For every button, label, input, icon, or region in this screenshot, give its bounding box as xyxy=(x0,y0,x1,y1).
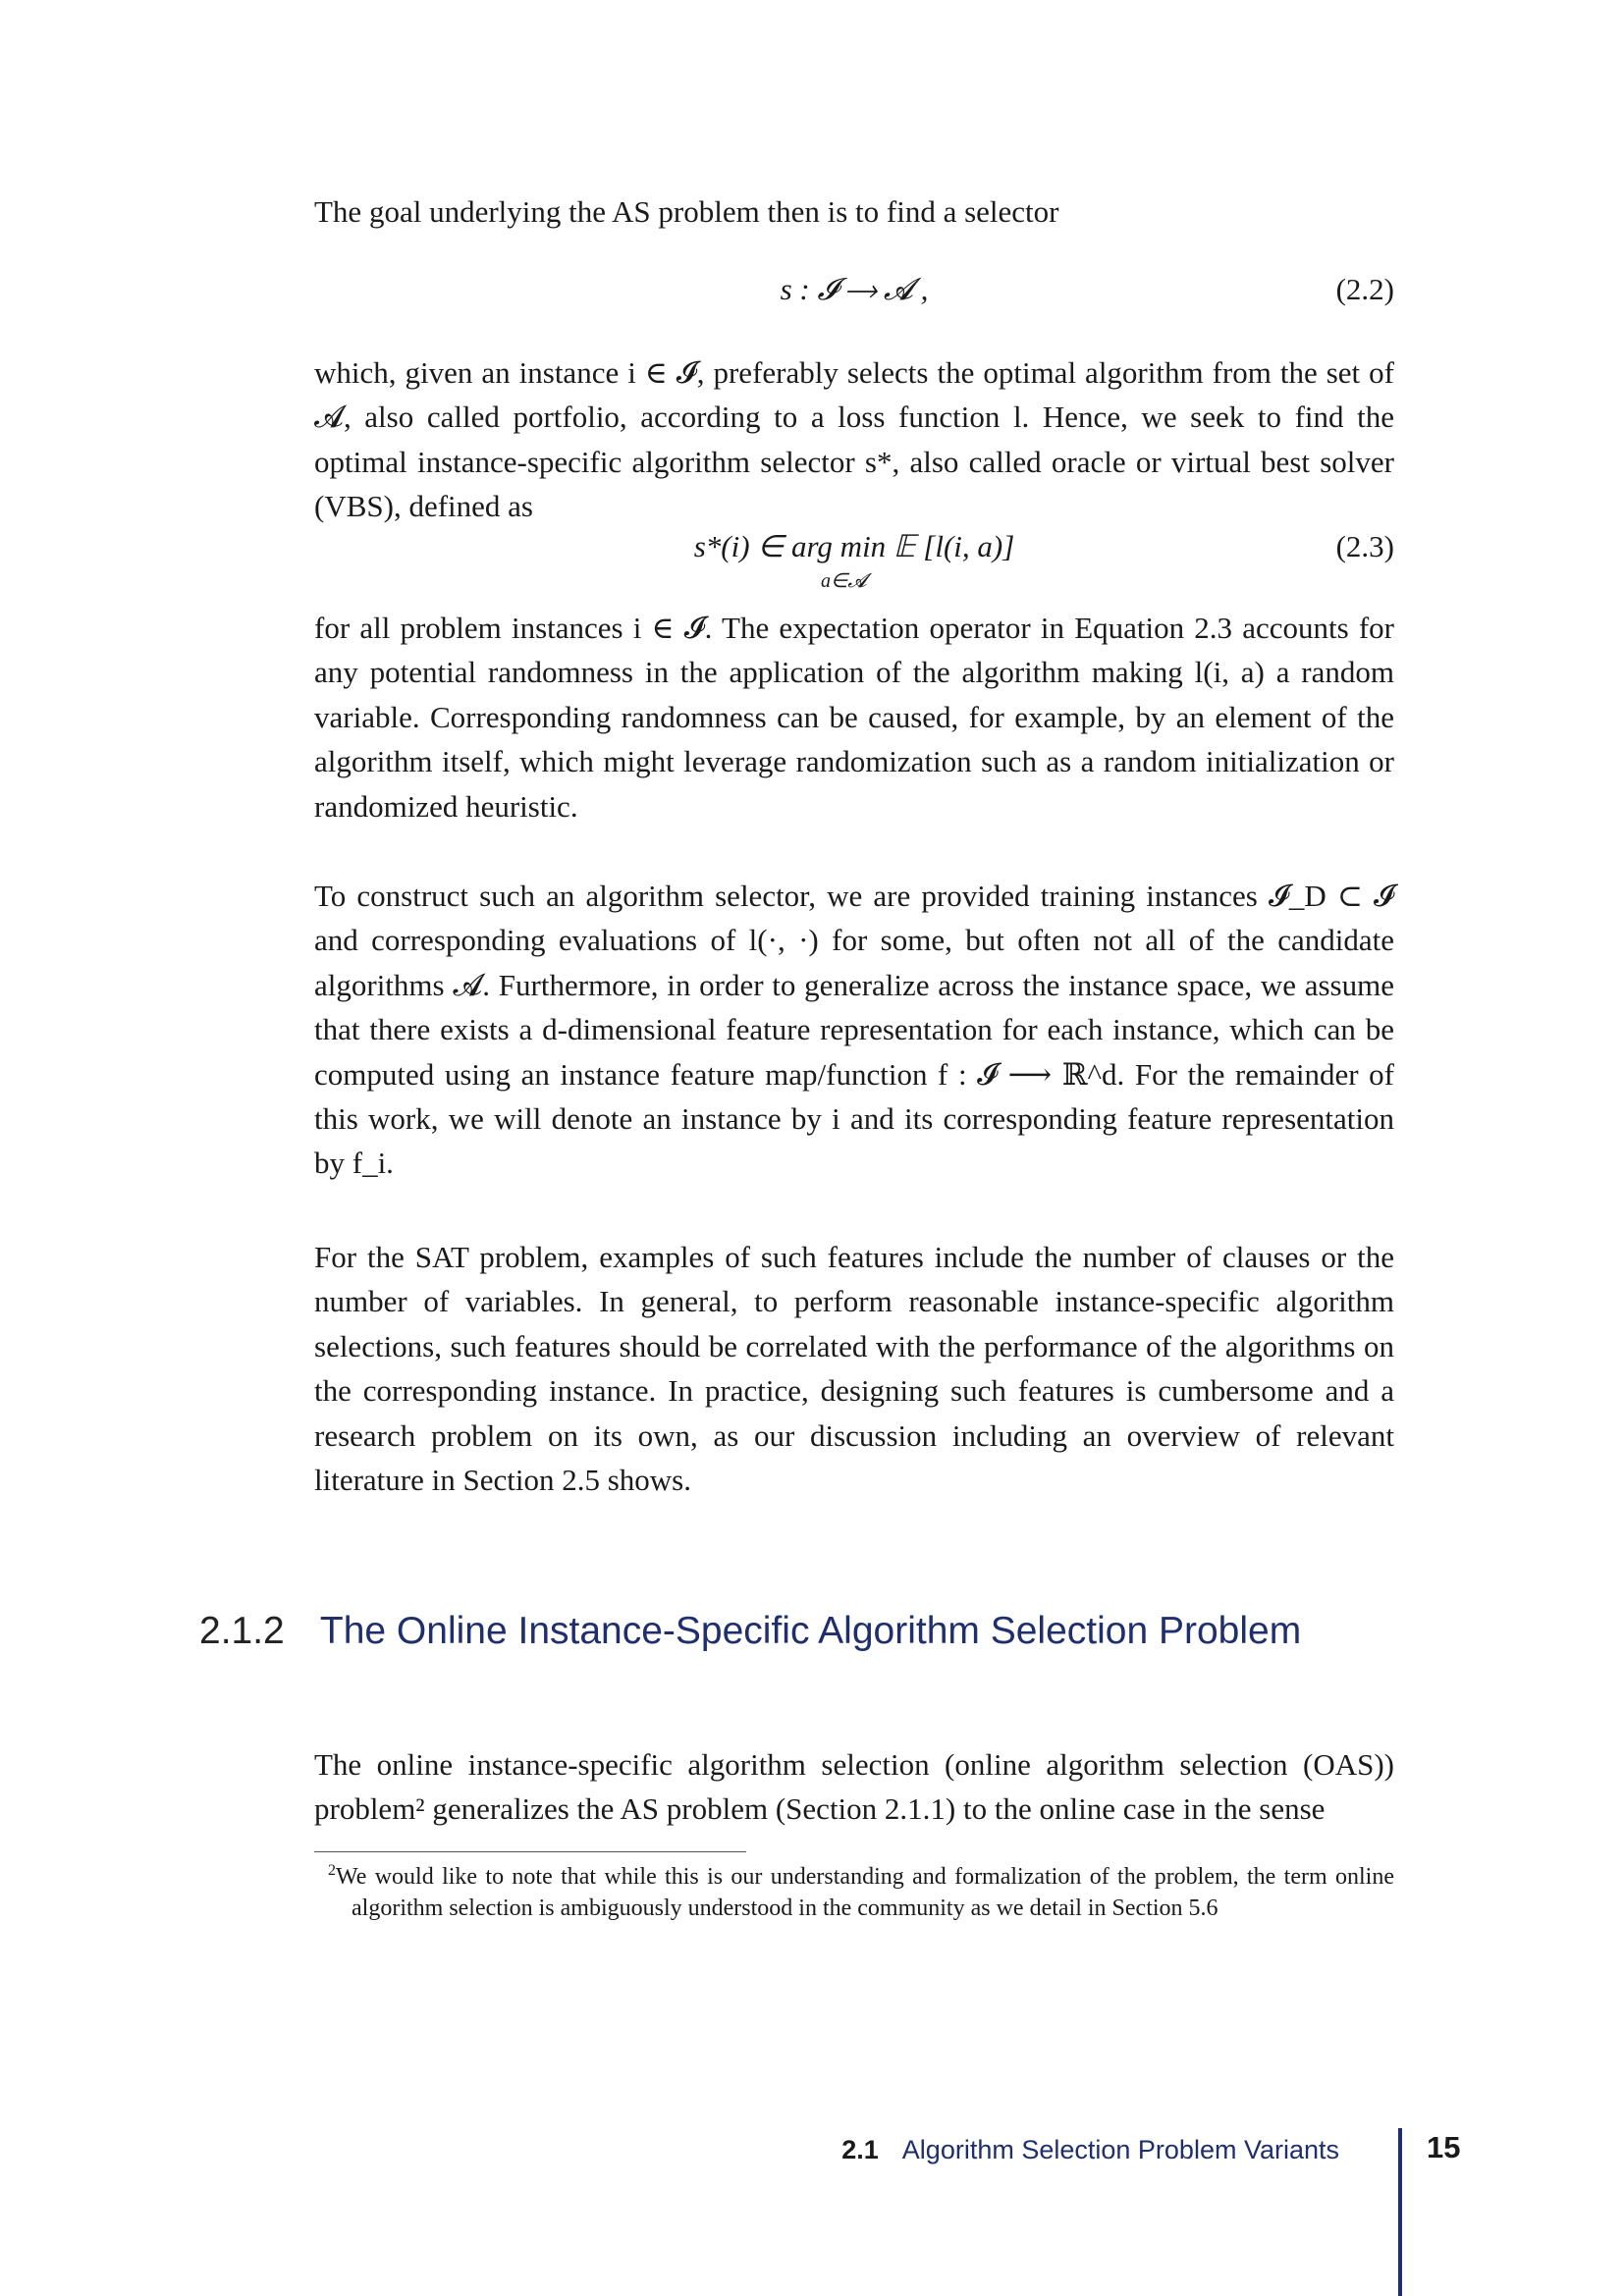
paragraph-expectation: for all problem instances i ∈ 𝓘. The expectation operator in Equation 2.3 accounts for any potential randomness in the application of the algorithm making l(i, a) a random variable. Corresponding randomness can be caused, for example, by an element of the algorithm itself, which might leverage randomization such as a random initialization or randomized heuristic. xyxy=(314,611,1394,824)
footnote-marker: 2 xyxy=(328,1862,336,1879)
paragraph-training-instances: To construct such an algorithm selector, we are provided training instances 𝓘_D ⊂ 𝓘 and corresponding evaluations of l(·, ·) for some, but often not all of the candidate algorithms 𝓐. Furthermore, in order to generalize across the instance space, we assume that there exists a d-dimensional feature representation for each instance, which can be computed using an instance feature map/function f : 𝓘 ⟶ ℝ^d. For the remainder of this work, we will denote an instance by i and its corresponding feature representation by f_i. xyxy=(314,879,1394,1181)
footer-chapter-number: 2.1 xyxy=(841,2135,879,2164)
paragraph-intro: The goal underlying the AS problem then is to find a selector xyxy=(314,194,1059,229)
equation-2-2-body: s : 𝓘 ⟶ 𝓐 , xyxy=(780,272,929,306)
equation-2-2-number: (2.2) xyxy=(1335,272,1394,306)
footnote xyxy=(314,1855,1394,1924)
section-title: The Online Instance-Specific Algorithm Selection Problem xyxy=(319,1610,1302,1652)
footnote-divider xyxy=(314,1851,746,1852)
equation-2-3-subscript: a∈𝓐 xyxy=(821,570,867,592)
running-footer xyxy=(841,2135,1339,2165)
footnote-text: We would like to note that while this is our understanding and formalization of the problem, the term online algorithm selection is ambiguously understood in the community as we detail in Section 5.6 xyxy=(336,1864,1394,1921)
footnote-body xyxy=(314,1855,1394,1924)
equation-2-3-body: s*(i) ∈ arg min 𝔼 [l(i, a)] xyxy=(693,529,1015,563)
equation-2-3-number: (2.3) xyxy=(1335,529,1394,563)
section-heading xyxy=(199,1610,1301,1653)
page-number: 15 xyxy=(1427,2130,1461,2164)
paragraph-online-as: The online instance-specific algorithm selection (online algorithm selection (OAS)) problem² generalizes the AS problem (Section 2.1.1) to the online case in the sense xyxy=(314,1747,1394,1827)
section-number: 2.1.2 xyxy=(199,1610,285,1652)
paragraph-selector-definition: which, given an instance i ∈ 𝓘, preferably selects the optimal algorithm from the set of 𝓐, also called portfolio, according to a loss function l. Hence, we seek to find the optimal instance-specific algorithm selector s*, also called oracle or virtual best solver (VBS), defined as xyxy=(314,355,1394,524)
paragraph-sat-features: For the SAT problem, examples of such features include the number of clauses or the number of variables. In general, to perform reasonable instance-specific algorithm selections, such features should be correlated with the performance of the algorithms on the corresponding instance. In practice, designing such features is cumbersome and a research problem on its own, as our discussion including an overview of relevant literature in Section 2.5 shows. xyxy=(314,1240,1394,1498)
footer-divider-bar xyxy=(1398,2128,1402,2296)
footer-chapter-title: Algorithm Selection Problem Variants xyxy=(901,2135,1339,2164)
equation-2-3 xyxy=(314,529,1394,598)
equation-2-2 xyxy=(314,272,1394,321)
